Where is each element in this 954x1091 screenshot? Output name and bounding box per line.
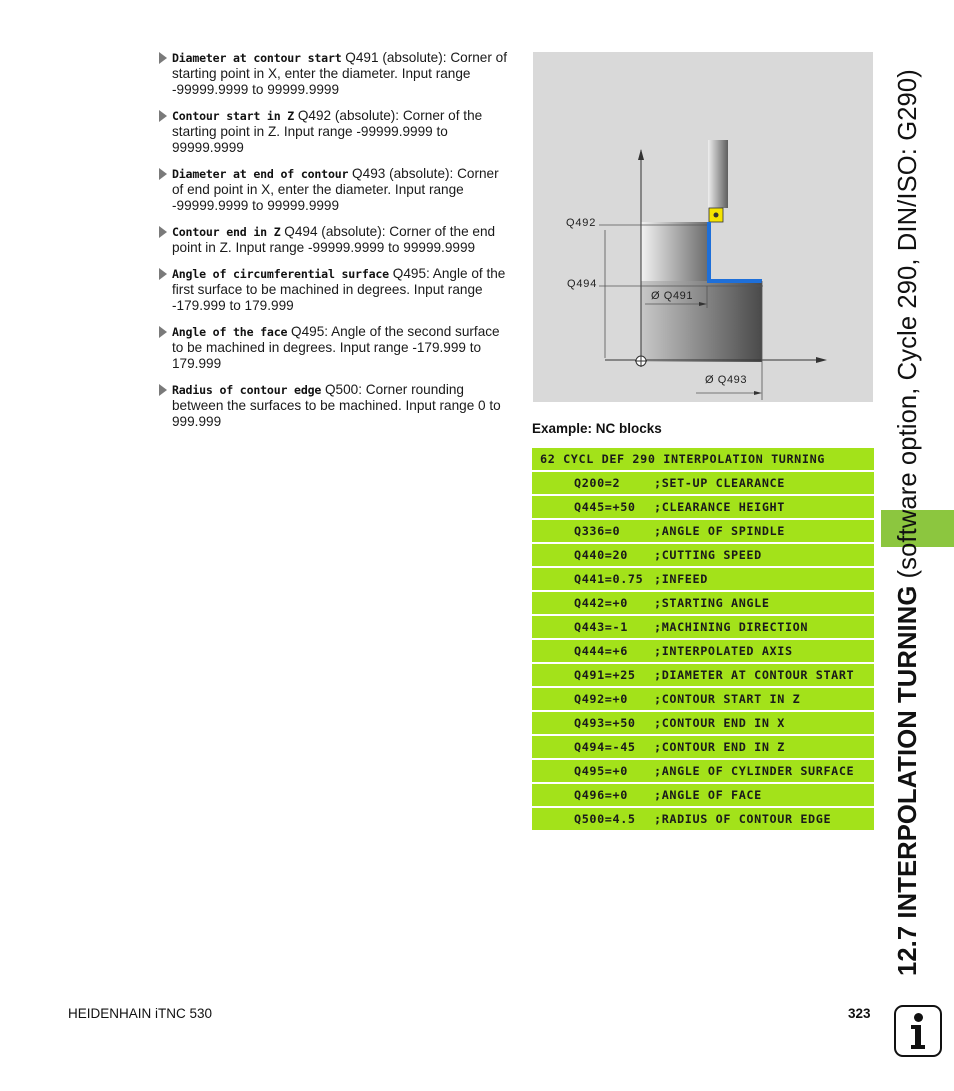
q493-label: Ø Q493 [705, 374, 748, 386]
chapter-title-light: (software option, Cycle 290, DIN/ISO: G290) [894, 69, 922, 586]
nc-header-row: 62 CYCL DEF 290 INTERPOLATION TURNING [532, 448, 874, 470]
q491-label: Ø Q491 [651, 290, 694, 302]
nc-comment: ;CUTTING SPEED [654, 548, 762, 562]
nc-code: Q442=+0 [574, 596, 628, 610]
nc-code: Q443=-1 [574, 620, 628, 634]
nc-code: Q441=0.75 [574, 572, 644, 586]
nc-row [532, 544, 874, 566]
nc-comment: ;CONTOUR END IN Z [654, 740, 785, 754]
parameter-keyword: Contour end in Z [172, 225, 281, 239]
nc-comment: ;ANGLE OF CYLINDER SURFACE [654, 764, 855, 778]
nc-comment: ;DIAMETER AT CONTOUR START [654, 668, 855, 682]
parameter-keyword: Contour start in Z [172, 109, 295, 123]
q494-label: Q494 [567, 278, 598, 290]
nc-comment: ;STARTING ANGLE [654, 596, 770, 610]
nc-row [532, 616, 874, 638]
nc-comment: ;CONTOUR START IN Z [654, 692, 801, 706]
nc-row [532, 688, 874, 710]
nc-row [532, 712, 874, 734]
nc-code: Q336=0 [574, 524, 621, 538]
machining-contour [709, 222, 762, 281]
page-number: 323 [848, 1006, 871, 1021]
bullet-arrow-icon [159, 168, 167, 180]
z-axis-arrow [816, 357, 827, 363]
parameter-item [158, 224, 510, 256]
bullet-arrow-icon [159, 110, 167, 122]
nc-code: Q500=4.5 [574, 812, 636, 826]
bullet-arrow-icon [159, 384, 167, 396]
nc-code: Q491=+25 [574, 668, 636, 682]
parameter-description: Q492 (absolute): Corner of the starting point in Z. Input range -99999.9999 to 99999.9999 [172, 108, 483, 155]
nc-row [532, 472, 874, 494]
nc-comment: ;INTERPOLATED AXIS [654, 644, 793, 658]
nc-comment: ;RADIUS OF CONTOUR EDGE [654, 812, 832, 826]
nc-comment: ;MACHINING DIRECTION [654, 620, 809, 634]
nc-block-table [532, 448, 874, 832]
nc-row [532, 664, 874, 686]
nc-code: Q440=20 [574, 548, 628, 562]
parameter-item [158, 266, 510, 314]
tool-holder [708, 140, 728, 208]
parameter-description: Q500: Corner rounding between the surfaces to be machined. Input range 0 to 999.999 [172, 382, 501, 429]
nc-comment: ;ANGLE OF FACE [654, 788, 762, 802]
info-icon [894, 1005, 942, 1057]
parameter-item [158, 108, 510, 156]
parameter-keyword: Diameter at contour start [172, 51, 342, 65]
nc-code: Q496=+0 [574, 788, 628, 802]
nc-row [532, 760, 874, 782]
parameter-item [158, 166, 510, 214]
parameter-keyword: Angle of the face [172, 325, 288, 339]
nc-row [532, 640, 874, 662]
x-axis-arrow [638, 149, 644, 160]
parameter-description: Q493 (absolute): Corner of end point in X, enter the diameter. Input range -99999.9999 to 99999.9999 [172, 166, 499, 213]
parameter-list [158, 50, 510, 440]
nc-code: Q494=-45 [574, 740, 636, 754]
parameter-item [158, 50, 510, 98]
bullet-arrow-icon [159, 268, 167, 280]
q492-label: Q492 [566, 217, 597, 229]
turning-diagram [533, 52, 873, 402]
bullet-arrow-icon [159, 226, 167, 238]
nc-code: Q200=2 [574, 476, 621, 490]
nc-comment: ;CONTOUR END IN X [654, 716, 785, 730]
chapter-title-bold: 12.7 INTERPOLATION TURNING [894, 585, 922, 976]
nc-row [532, 736, 874, 758]
bullet-arrow-icon [159, 326, 167, 338]
nc-code: Q493=+50 [574, 716, 636, 730]
nc-row [532, 808, 874, 830]
nc-comment: ;INFEED [654, 572, 708, 586]
parameter-keyword: Angle of circumferential surface [172, 267, 389, 281]
nc-row [532, 496, 874, 518]
parameter-keyword: Radius of contour edge [172, 383, 322, 397]
nc-row [532, 592, 874, 614]
parameter-description: Q494 (absolute): Corner of the end point in Z. Input range -99999.9999 to 99999.9999 [172, 224, 496, 255]
parameter-description: Q495: Angle of the second surface to be machined in degrees. Input range -179.999 to 179.999 [172, 324, 500, 371]
footer-product: HEIDENHAIN iTNC 530 [68, 1006, 213, 1021]
tool-insert-hole [714, 213, 719, 218]
parameter-item [158, 382, 510, 430]
parameter-keyword: Diameter at end of contour [172, 167, 349, 181]
contour-figure [533, 52, 873, 402]
nc-comment: ;CLEARANCE HEIGHT [654, 500, 785, 514]
nc-code: Q492=+0 [574, 692, 628, 706]
parameter-description: Q491 (absolute): Corner of starting point in X, enter the diameter. Input range -99999.9999 to 99999.9999 [172, 50, 507, 97]
bullet-arrow-icon [159, 52, 167, 64]
nc-code: Q495=+0 [574, 764, 628, 778]
example-title: Example: NC blocks [532, 421, 662, 436]
parameter-item [158, 324, 510, 372]
nc-comment: ;ANGLE OF SPINDLE [654, 524, 785, 538]
parameter-description: Q495: Angle of the first surface to be machined in degrees. Input range -179.999 to 179.999 [172, 266, 506, 313]
nc-row [532, 520, 874, 542]
nc-code: Q445=+50 [574, 500, 636, 514]
nc-row [532, 568, 874, 590]
nc-code: Q444=+6 [574, 644, 628, 658]
nc-row [532, 784, 874, 806]
nc-comment: ;SET-UP CLEARANCE [654, 476, 785, 490]
